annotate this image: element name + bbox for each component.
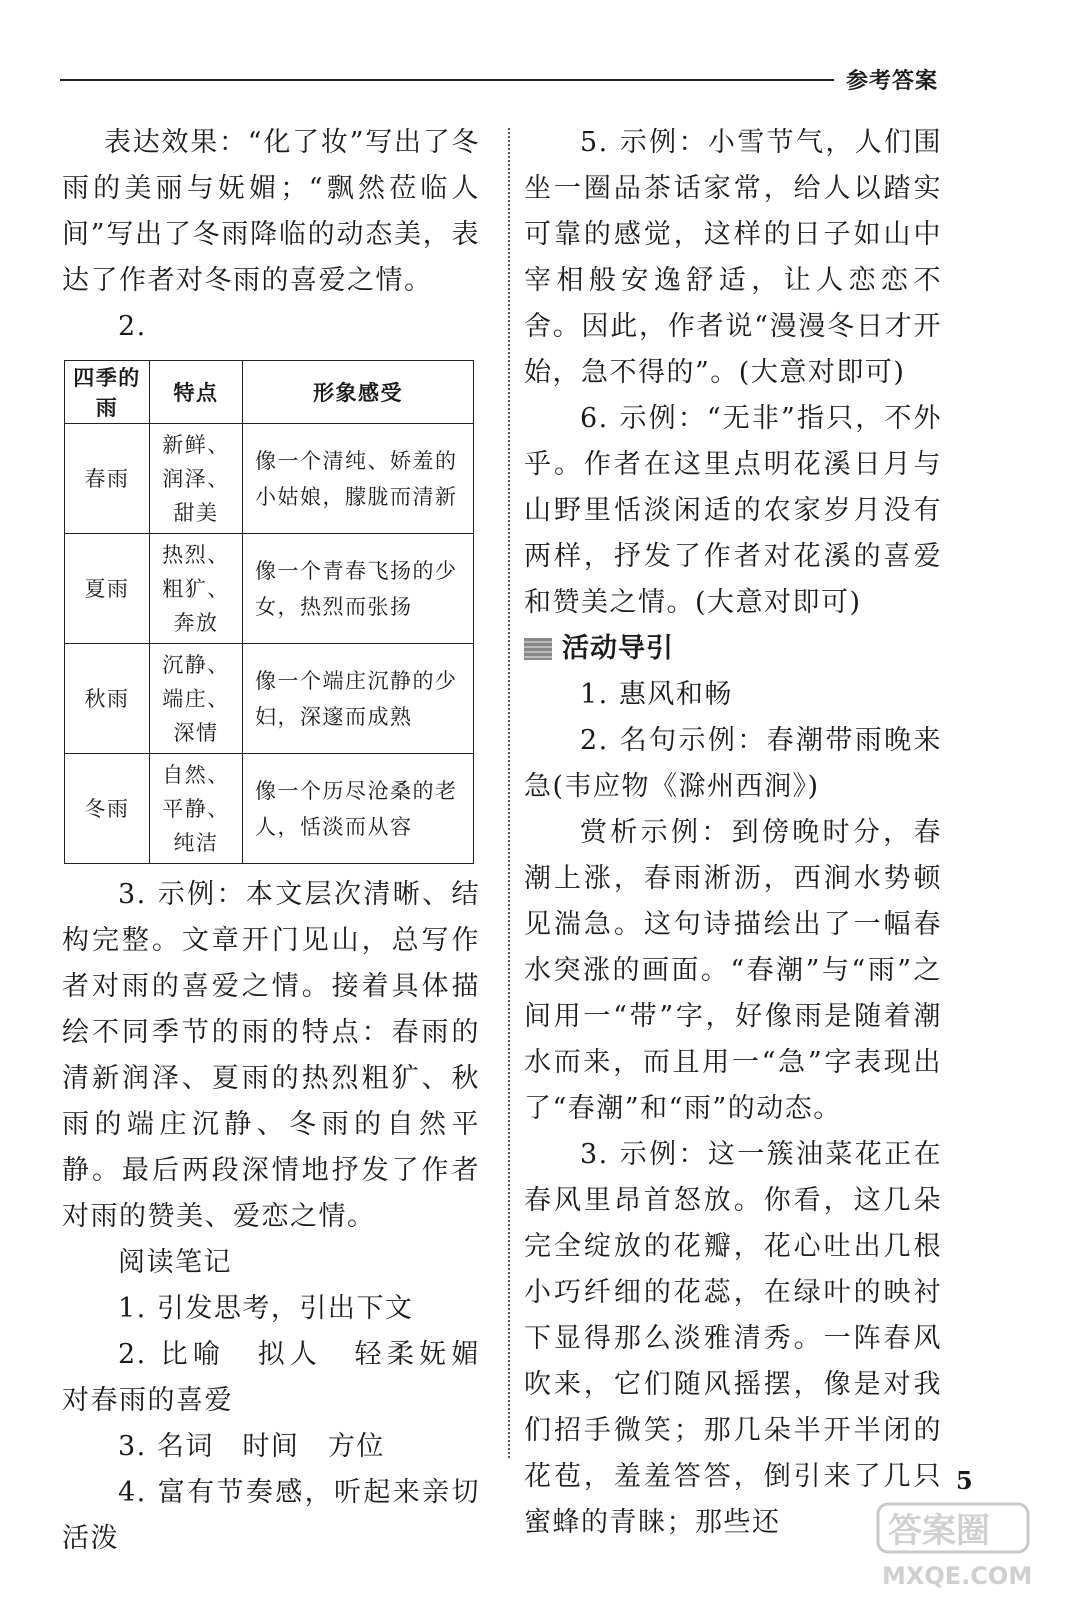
reading-note-4: 4. 富有节奏感，听起来亲切活泼: [62, 1477, 480, 1554]
table-row: [65, 754, 474, 864]
answer-6: 6. 示例：“无非”指只，不外乎。作者在这里点明花溪日月与山野里恬淡闲适的农家岁月没有两样，抒发了作者对花溪的喜爱和赞美之情。(大意对即可): [524, 403, 942, 618]
table-row: [65, 644, 474, 754]
table-cell-image: 像一个端庄沉静的少妇，深邃而成熟: [243, 644, 474, 754]
table-cell-season: 夏雨: [65, 534, 150, 644]
table-cell-season: 春雨: [65, 424, 150, 534]
answer-2-label: 2.: [118, 311, 147, 342]
activity-answer-2: 2. 名句示例：春潮带雨晚来急(韦应物《滁州西涧》): [524, 725, 942, 802]
answer-3-structure: 3. 示例：本文层次清晰、结构完整。文章开门见山，总写作者对雨的喜爱之情。接着具体描绘不同季节的雨的特点：春雨的清新润泽、夏雨的热烈粗犷、秋雨的端庄沉静、冬雨的自然平静。最后两段深情地抒发了作者对雨的赞美、爱恋之情。: [62, 879, 480, 1232]
column-divider: [508, 128, 510, 1458]
table-row: [65, 424, 474, 534]
table-cell-season: 秋雨: [65, 644, 150, 754]
table-cell-season: 冬雨: [65, 754, 150, 864]
four-seasons-rain-table: [64, 360, 474, 864]
watermark-text-url: MXQE.COM: [882, 1562, 1033, 1590]
table-header-row: [65, 361, 474, 424]
activity-guide-title: 活动导引: [562, 633, 674, 664]
activity-answer-2-analysis: 赏析示例：到傍晚时分，春潮上涨，春雨淅沥，西涧水势顿见湍急。这句诗描绘出了一幅春水突涨的画面。“春潮”与“雨”之间用一“带”字，好像雨是随着潮水而来，而且用一“急”字表现出了“春潮”和“雨”的动态。: [524, 817, 942, 1124]
table-cell-features: 热烈、粗犷、奔放: [150, 534, 243, 644]
table-cell-image: 像一个青春飞扬的少女，热烈而张扬: [243, 534, 474, 644]
table-header-season: 四季的雨: [65, 361, 150, 424]
running-header-title: 参考答案: [846, 69, 939, 94]
table-cell-image: 像一个清纯、娇羞的小姑娘，朦胧而清新: [243, 424, 474, 534]
watermark-text-cn: 答案圈: [888, 1511, 990, 1551]
table-cell-features: 自然、平静、纯洁: [150, 754, 243, 864]
table-row: [65, 534, 474, 644]
answer-expression-effect: 表达效果：“化了妆”写出了冬雨的美丽与妩媚；“飘然莅临人间”写出了冬雨降临的动态美，表达了作者对冬雨的喜爱之情。: [62, 127, 480, 296]
answer-5: 5. 示例：小雪节气，人们围坐一圈品茶话家常，给人以踏实可靠的感觉，这样的日子如山中宰相般安逸舒适，让人恋恋不舍。因此，作者说“漫漫冬日才开始，急不得的”。(大意对即可): [524, 127, 942, 388]
table-cell-image: 像一个历尽沧桑的老人，恬淡而从容: [243, 754, 474, 864]
right-column: [524, 120, 942, 1546]
header-rule: [60, 79, 834, 81]
reading-notes-title: 阅读笔记: [118, 1247, 232, 1278]
reading-note-3: 3. 名词 时间 方位: [118, 1431, 385, 1462]
page-number: 5: [956, 1466, 973, 1495]
table-header-image: 形象感受: [243, 361, 474, 424]
table-cell-features: 新鲜、润泽、甜美: [150, 424, 243, 534]
reading-note-1: 1. 引发思考，引出下文: [118, 1293, 414, 1324]
activity-answer-3: 3. 示例：这一簇油菜花正在春风里昂首怒放。你看，这几朵完全绽放的花瓣，花心吐出几根小巧纤细的花蕊，在绿叶的映衬下显得那么淡雅清秀。一阵春风吹来，它们随风摇摆，像是对我们招手微笑；那几朵半开半闭的花苞，羞羞答答，倒引来了几只蜜蜂的青睐；那些还: [524, 1139, 942, 1538]
activity-guide-heading: [524, 626, 942, 672]
reading-note-2: 2. 比喻 拟人 轻柔妩媚 对春雨的喜爱: [62, 1339, 509, 1416]
watermark-logo: [872, 1500, 1052, 1592]
table-cell-features: 沉静、端庄、深情: [150, 644, 243, 754]
section-marker-icon: [524, 638, 552, 660]
activity-answer-1: 1. 惠风和畅: [580, 679, 733, 710]
table-header-features: 特点: [150, 361, 243, 424]
left-column: [62, 120, 509, 1562]
